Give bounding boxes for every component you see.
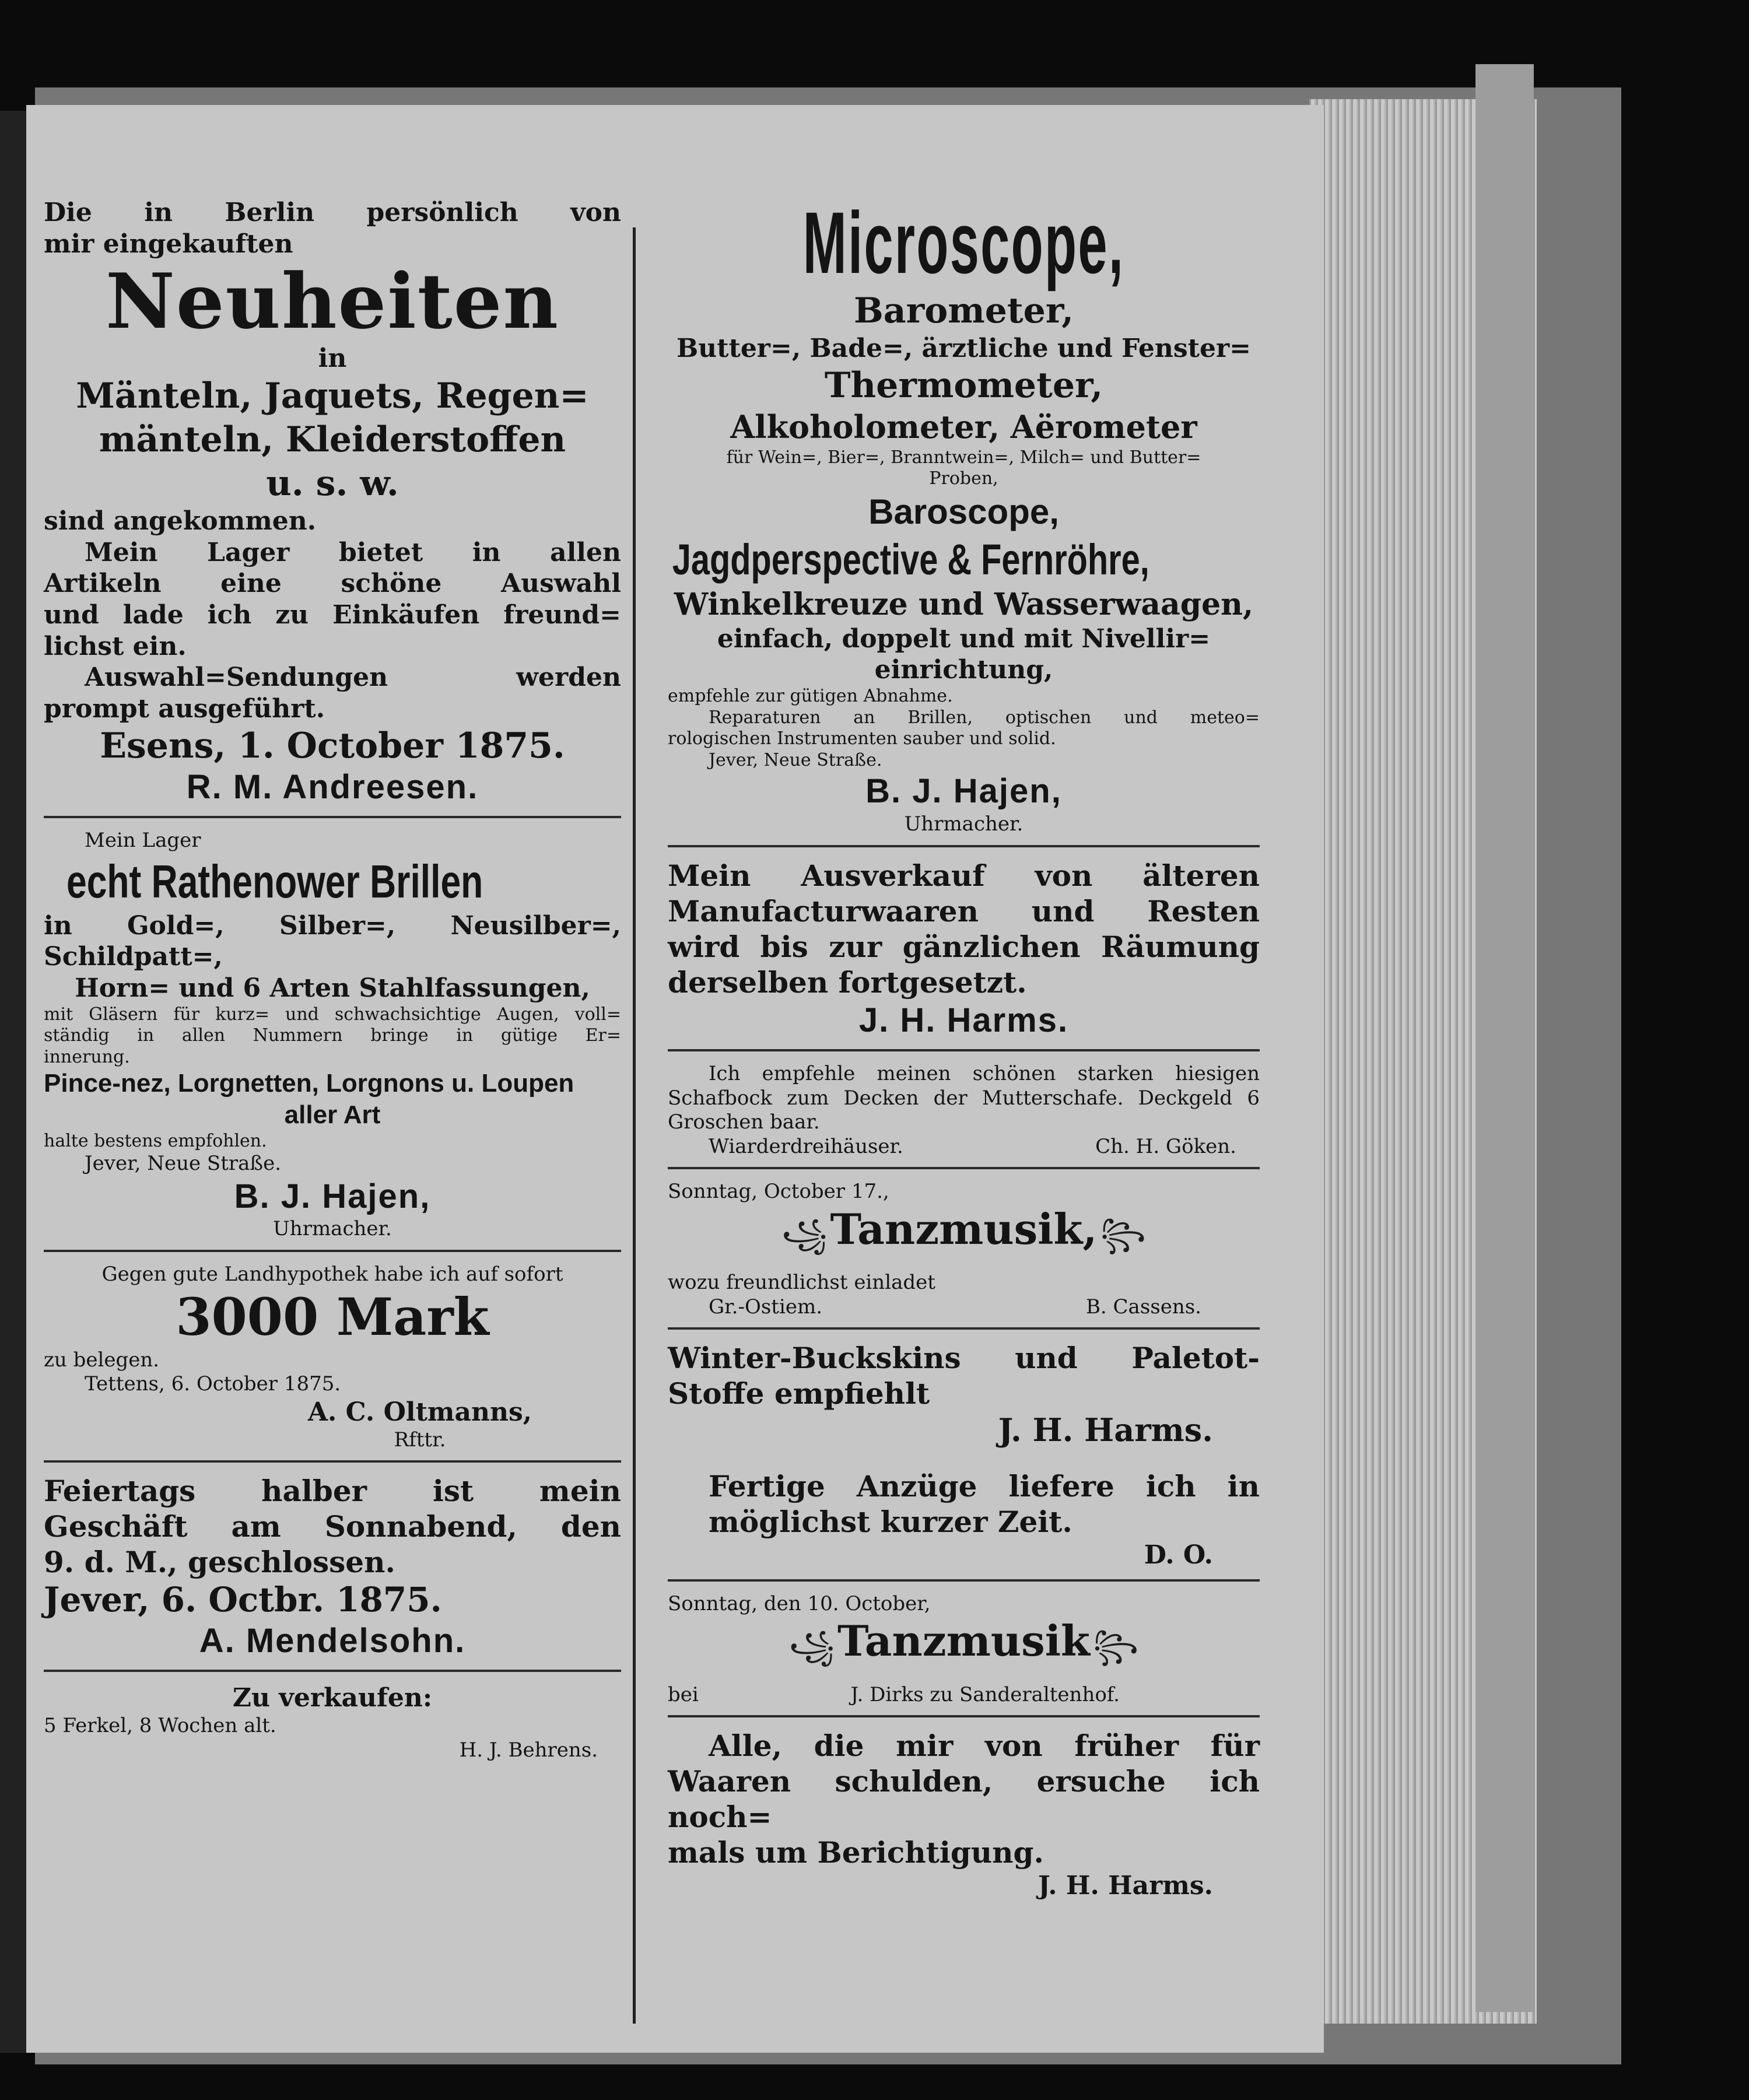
ad-place: Gr.-Ostiem. xyxy=(709,1295,823,1319)
ad-goods-line: u. s. w. xyxy=(266,463,399,504)
ad-text-line: Alle, die mir von früher für xyxy=(709,1729,1260,1764)
ad-text-line: Waaren schulden, ersuche ich noch= xyxy=(668,1764,1260,1835)
ad-text-line: wird bis zur gänzlichen Räumung xyxy=(668,929,1260,964)
ad-text-line: Winter-Buckskins und Paletot- xyxy=(668,1341,1260,1376)
ad-ausverkauf xyxy=(668,853,1260,1052)
ad-text-line: Manufacturwaaren und Resten xyxy=(668,893,1260,928)
ornament-right-icon: ꧂ xyxy=(1093,1629,1139,1663)
ad-small-line: innerung. xyxy=(44,1046,130,1067)
ad-schulden xyxy=(668,1723,1260,1910)
ad-headline: Tanzmusik xyxy=(837,1616,1090,1666)
ad-headline: echt Rathenower Brillen xyxy=(66,855,483,907)
ad-intro: Mein Lager xyxy=(85,829,201,853)
ad-text-line: Barometer, xyxy=(854,290,1074,331)
ad-signature: B. J. Hajen, xyxy=(234,1177,431,1215)
ad-andreesen xyxy=(44,192,621,818)
ad-headline: Zu verkaufen: xyxy=(232,1683,433,1713)
ad-signature: J. H. Harms. xyxy=(998,1411,1213,1449)
ad-small-line: Reparaturen an Brillen, optischen und meteo= xyxy=(709,707,1260,728)
ad-signature: R. M. Andreesen. xyxy=(186,767,479,806)
ad-small-line: ständig in allen Nummern bringe in gütige Er= xyxy=(44,1025,621,1046)
ad-small-line: empfehle zur gütigen Abnahme. xyxy=(668,685,953,706)
ad-body-line: Auswahl=Sendungen werden xyxy=(85,662,621,693)
ad-body-line: prompt ausgeführt. xyxy=(44,694,325,724)
ad-text-line: einrichtung, xyxy=(874,655,1053,685)
ad-text-line: 9. d. M., geschlossen. xyxy=(44,1545,395,1580)
ad-signature: J. H. Harms. xyxy=(1038,1871,1213,1901)
ad-signature: B. J. Hajen, xyxy=(865,772,1062,811)
ad-pince-line: aller Art xyxy=(284,1100,381,1129)
ad-headline-row xyxy=(668,1204,1260,1271)
ad-goods-line: mänteln, Kleiderstoffen xyxy=(99,419,566,461)
ad-text-line: zu belegen. xyxy=(44,1348,160,1372)
ad-text-line: Ich empfehle meinen schönen starken hiesigen xyxy=(709,1062,1260,1086)
ad-text-line: Baroscope, xyxy=(868,492,1059,531)
ad-small-line: halte bestens empfohlen. xyxy=(44,1130,267,1151)
right-column xyxy=(668,192,1260,1916)
ad-text-line: Die in Berlin persönlich von xyxy=(44,198,621,227)
ad-brillen xyxy=(44,824,621,1251)
ad-headline: 3000 Mark xyxy=(176,1286,489,1348)
ad-small-line: Jever, Neue Straße. xyxy=(709,749,882,770)
ad-signature: J. H. Harms. xyxy=(858,1001,1069,1039)
ad-text-line: Geschäft am Sonnabend, den xyxy=(44,1509,621,1544)
ad-small-line: Proben, xyxy=(929,468,998,489)
ad-signature: H. J. Behrens. xyxy=(459,1738,598,1762)
ad-signature: B. Cassens. xyxy=(1085,1295,1201,1319)
ad-body-line: Mein Lager bietet in allen xyxy=(85,537,621,567)
ad-headline: Tanzmusik, xyxy=(830,1204,1098,1254)
ad-text-line: bei xyxy=(668,1682,699,1706)
ad-text-line: 5 Ferkel, 8 Wochen alt. xyxy=(44,1714,276,1738)
ad-text-line: möglichst kurzer Zeit. xyxy=(709,1504,1072,1539)
ad-body-line: sind angekommen. xyxy=(44,506,317,537)
ad-signature: A. C. Oltmanns, xyxy=(307,1397,532,1427)
ad-place: Jever, Neue Straße. xyxy=(85,1152,282,1176)
ad-text-line: derselben fortgesetzt. xyxy=(668,965,1027,1000)
ad-text-line: in xyxy=(318,343,347,374)
ad-place-date: Jever, 6. Octbr. 1875. xyxy=(44,1580,442,1620)
ad-mendelsohn xyxy=(44,1468,621,1672)
ad-small-line: für Wein=, Bier=, Branntwein=, Milch= und Butter= xyxy=(726,447,1201,468)
book-cover-edge xyxy=(1475,64,1534,2012)
ad-buckskins xyxy=(668,1335,1260,1458)
ad-small-line: rologischen Instrumenten sauber und solid. xyxy=(668,728,1056,749)
ad-footer-row xyxy=(668,1135,1260,1159)
ad-signature: A. Mendelsohn. xyxy=(199,1621,466,1660)
left-column xyxy=(44,192,621,1776)
ad-intro: Gegen gute Landhypothek habe ich auf sofort xyxy=(101,1262,563,1286)
ad-headline: Neuheiten xyxy=(106,257,559,346)
ad-small-line: mit Gläsern für kurz= und schwachsichtige Augen, voll= xyxy=(44,1004,621,1025)
ad-date: Sonntag, den 10. October, xyxy=(668,1591,931,1615)
ad-text-line: wozu freundlichst einladet xyxy=(668,1271,935,1295)
ad-footer-row xyxy=(668,1295,1260,1319)
ad-text-line: Horn= und 6 Arten Stahlfassungen, xyxy=(75,973,590,1003)
ad-place: Wiarderdreihäuser. xyxy=(709,1134,903,1158)
ad-text-line: Jagdperspective & Fernröhre, xyxy=(672,535,1149,584)
ad-text-line: mir eingekauften xyxy=(44,229,293,259)
ad-title: Rfttr. xyxy=(394,1428,446,1452)
ad-signature: D. O. xyxy=(1144,1540,1213,1570)
ad-place-date: Tettens, 6. October 1875. xyxy=(85,1372,341,1396)
ad-body-line: Artikeln eine schöne Auswahl xyxy=(44,569,621,599)
ad-body-line: und lade ich zu Einkäufen freund= xyxy=(44,600,621,630)
column-divider xyxy=(633,227,636,2024)
ad-pince-line: Pince-nez, Lorgnetten, Lorgnons u. Loupen xyxy=(44,1069,574,1098)
ad-text-line: Butter=, Bade=, ärztliche und Fenster= xyxy=(676,333,1251,363)
ad-hajen-instruments xyxy=(668,192,1260,847)
ornament-left-icon: ꧁ xyxy=(781,1217,828,1251)
ad-text-line: Feiertags halber ist mein xyxy=(44,1474,621,1509)
ad-headline-row xyxy=(668,1616,1260,1683)
ad-host: J. Dirks zu Sanderaltenhof. xyxy=(850,1682,1120,1706)
ad-text-line: Schafbock zum Decken der Mutterschafe. Deckgeld 6 xyxy=(668,1086,1260,1110)
ad-anzuege xyxy=(668,1464,1260,1582)
ad-title: Uhrmacher. xyxy=(273,1217,392,1241)
newspaper-page xyxy=(26,105,1324,2053)
ad-place-date: Esens, 1. October 1875. xyxy=(100,725,565,766)
ad-text-line: Mein Ausverkauf von älteren xyxy=(668,858,1260,893)
ad-headline: Microscope, xyxy=(802,194,1125,292)
ad-tanzmusik-1 xyxy=(668,1175,1260,1330)
ad-text-line: in Gold=, Silber=, Neusilber=, Schildpatt=, xyxy=(44,910,621,972)
ornament-right-icon: ꧂ xyxy=(1100,1217,1146,1251)
ad-text-line: Fertige Anzüge liefere ich in xyxy=(709,1468,1260,1503)
book-spine xyxy=(0,111,26,2053)
ornament-left-icon: ꧁ xyxy=(788,1629,835,1663)
ad-mark xyxy=(44,1258,621,1463)
ad-schafbock xyxy=(668,1057,1260,1169)
ad-title: Uhrmacher. xyxy=(904,812,1024,836)
ad-tanzmusik-2 xyxy=(668,1587,1260,1717)
ad-goods-line: Mänteln, Jaquets, Regen= xyxy=(76,376,589,417)
ad-body-line: lichst ein. xyxy=(44,631,187,661)
ad-signature: Ch. H. Göken. xyxy=(1095,1134,1236,1158)
ad-text-line: Winkelkreuze und Wasserwaagen, xyxy=(674,587,1254,623)
ad-text-line: einfach, doppelt und mit Nivellir= xyxy=(717,623,1211,654)
ad-text-line: Groschen baar. xyxy=(668,1110,820,1134)
ad-text-line: Alkoholometer, Aërometer xyxy=(730,408,1197,446)
ad-text-line: Thermometer, xyxy=(824,365,1103,406)
ad-text-line: mals um Berichtigung. xyxy=(668,1835,1044,1870)
ad-footer-row xyxy=(668,1683,1260,1707)
ad-text-line: Stoffe empfiehlt xyxy=(668,1376,930,1411)
ad-ferkel xyxy=(44,1678,621,1771)
ad-date: Sonntag, October 17., xyxy=(668,1180,889,1204)
